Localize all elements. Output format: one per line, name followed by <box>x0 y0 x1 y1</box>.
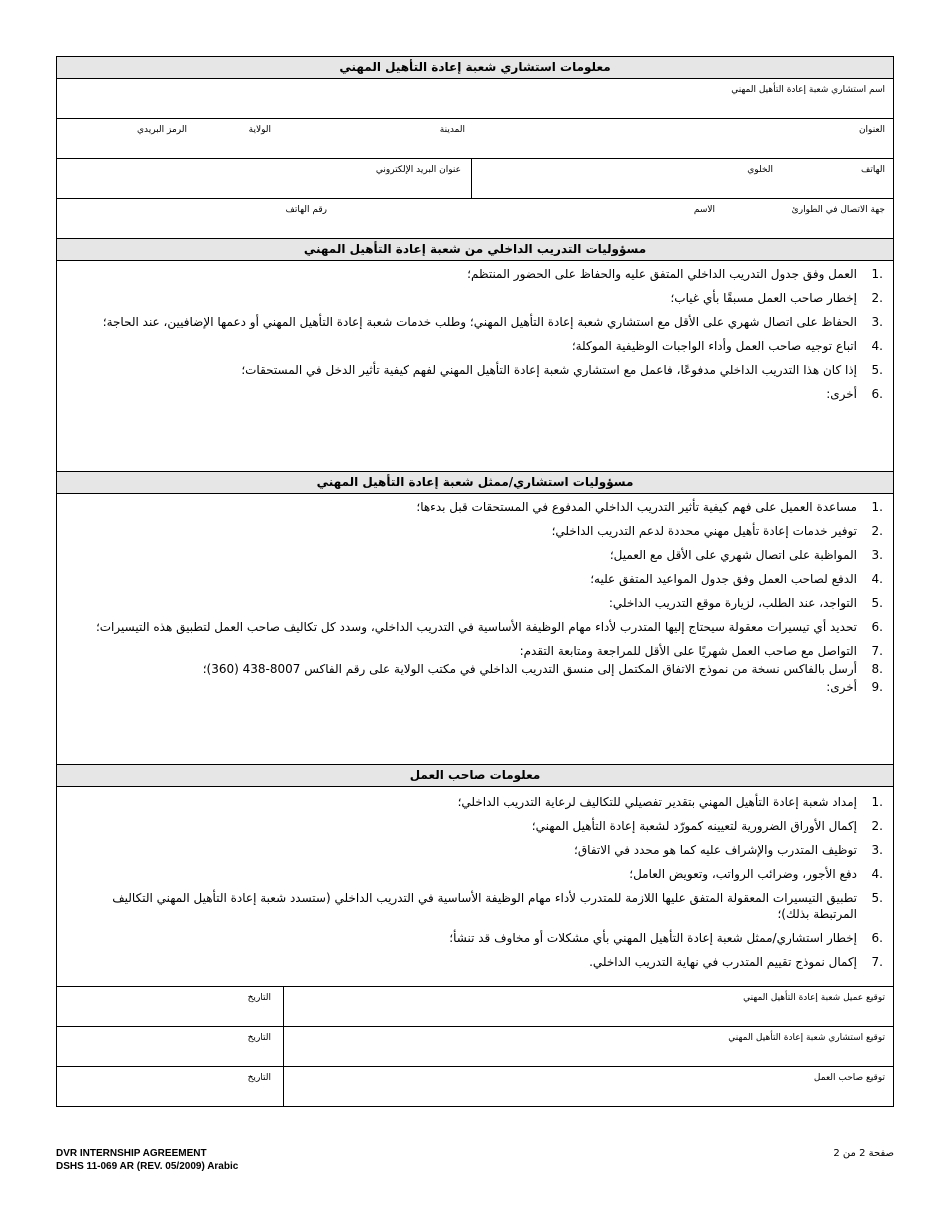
city-label: المدينة <box>439 125 465 135</box>
list-item: 3. المواظبة على اتصال شهري على الأقل مع العميل؛ <box>609 548 883 562</box>
list-item: 3. الحفاظ على اتصال شهري على الأقل مع استشاري شعبة إعادة التأهيل المهني؛ وطلب خدمات شعبة إعادة التأهيل المهني أو دعمها الإضافيين، عند الحاجة؛ <box>102 315 883 329</box>
client-signature-label: توقيع عميل شعبة إعادة التأهيل المهني <box>743 993 885 1003</box>
counselor-signature-label: توقيع استشاري شعبة إعادة التأهيل المهني <box>728 1033 885 1043</box>
list-item: 4. اتباع توجيه صاحب العمل وأداء الواجبات الوظيفية الموكلة؛ <box>571 339 883 353</box>
phone-email-divider <box>471 159 472 198</box>
signature-divider <box>283 987 284 1026</box>
emergency-row[interactable] <box>57 199 893 239</box>
footer-form-id: DSHS 11-069 AR (REV. 05/2009) Arabic <box>56 1161 239 1172</box>
list-item[interactable]: 9. أخرى: <box>826 680 883 694</box>
list-item: 5. تطبيق التيسيرات المعقولة المتفق عليها اللازمة للمتدرب لأداء مهام الوظيفة الأساسية في التدريب الداخلي (ستسدد شعبة إعادة التأهيل المهني التكاليف المرتبطة بذلك)؛ <box>112 891 883 921</box>
address-row[interactable] <box>57 119 893 159</box>
employer-signature-label: توقيع صاحب العمل <box>813 1073 885 1083</box>
footer-title: DVR INTERNSHIP AGREEMENT <box>56 1148 207 1159</box>
list-item: 7. إكمال نموذج تقييم المتدرب في نهاية التدريب الداخلي. <box>589 955 883 969</box>
employer-info-list <box>57 794 893 970</box>
list-item[interactable]: 6. أخرى: <box>826 387 883 401</box>
counselor-date-label: التاريخ <box>247 1033 271 1043</box>
page-number: صفحة 2 من 2 <box>833 1148 894 1159</box>
phone-label: الهاتف <box>861 165 885 175</box>
list-item: 8. أرسل بالفاكس نسخة من نموذج الاتفاق المكتمل إلى منسق التدريب الداخلي في مكتب الولاية على رقم الفاكس 8007-438 (360)؛ <box>202 662 883 676</box>
cell-label: الخلوي <box>747 165 773 175</box>
signature-divider <box>283 1067 284 1106</box>
counselor-resp-section <box>57 494 893 765</box>
signature-divider <box>283 1027 284 1066</box>
list-item: 6. إخطار استشاري/ممثل شعبة إعادة التأهيل المهني بأي مشكلات أو مخاوف قد تنشأ؛ <box>449 931 883 945</box>
emergency-contact-label: جهة الاتصال في الطوارئ <box>791 205 885 215</box>
list-item: 7. التواصل مع صاحب العمل شهريًا على الأقل للمراجعة ومتابعة التقدم: <box>519 644 883 658</box>
employer-signature-row[interactable] <box>57 1066 893 1106</box>
list-item: 1. العمل وفق جدول التدريب الداخلي المتفق عليه والحفاظ على الحضور المنتظم؛ <box>467 267 883 281</box>
email-label: عنوان البريد الإلكتروني <box>375 165 461 175</box>
phone-row <box>57 159 893 199</box>
intern-resp-section <box>57 261 893 472</box>
list-item: 6. تحديد أي تيسيرات معقولة سيحتاج إليها المتدرب لأداء مهام الوظيفة الأساسية في التدريب الداخلي، وسدد كل تكاليف صاحب العمل لتطبيق هذه التيسيرات؛ <box>95 620 883 634</box>
client-signature-row[interactable] <box>57 986 893 1026</box>
list-item: 2. إخطار صاحب العمل مسبقًا بأي غياب؛ <box>670 291 883 305</box>
list-item: 4. دفع الأجور، وضرائب الرواتب، وتعويض العامل؛ <box>629 867 883 881</box>
vr-info-header: معلومات استشاري شعبة إعادة التأهيل المهني <box>57 57 893 79</box>
intern-resp-header: مسؤوليات التدريب الداخلي من شعبة إعادة التأهيل المهني <box>57 239 893 261</box>
list-item: 1. إمداد شعبة إعادة التأهيل المهني بتقدير تفصيلي للتكاليف لرعاية التدريب الداخلي؛ <box>457 795 883 809</box>
intern-resp-list <box>57 266 893 402</box>
emergency-name-label: الاسم <box>693 205 715 215</box>
counselor-resp-list <box>57 499 893 695</box>
employer-info-section <box>57 787 893 986</box>
counselor-name-label: اسم استشاري شعبة إعادة التأهيل المهني <box>731 85 885 95</box>
address-label: العنوان <box>858 125 885 135</box>
counselor-resp-header: مسؤوليات استشاري/ممثل شعبة إعادة التأهيل المهني <box>57 472 893 494</box>
list-item: 3. توظيف المتدرب والإشراف عليه كما هو محدد في الاتفاق؛ <box>574 843 883 857</box>
list-item: 2. توفير خدمات إعادة تأهيل مهني محددة لدعم التدريب الداخلي؛ <box>551 524 883 538</box>
counselor-signature-row[interactable] <box>57 1026 893 1066</box>
list-item: 5. إذا كان هذا التدريب الداخلي مدفوعًا، فاعمل مع استشاري شعبة إعادة التأهيل المهني لفهم كيفية تأثير الدخل في المستحقات؛ <box>241 363 883 377</box>
zip-label: الرمز البريدي <box>136 125 187 135</box>
internship-agreement-form <box>56 56 894 1107</box>
client-date-label: التاريخ <box>247 993 271 1003</box>
counselor-name-row[interactable] <box>57 79 893 119</box>
list-item: 4. الدفع لصاحب العمل وفق جدول المواعيد المتفق عليه؛ <box>590 572 883 586</box>
list-item: 2. إكمال الأوراق الضرورية لتعيينه كمورّد لشعبة إعادة التأهيل المهني؛ <box>531 819 883 833</box>
employer-info-header: معلومات صاحب العمل <box>57 765 893 787</box>
employer-date-label: التاريخ <box>247 1073 271 1083</box>
emergency-phone-label: رقم الهاتف <box>285 205 327 215</box>
state-label: الولاية <box>248 125 271 135</box>
list-item: 5. التواجد، عند الطلب، لزيارة موقع التدريب الداخلي: <box>608 596 883 610</box>
list-item: 1. مساعدة العميل على فهم كيفية تأثير التدريب الداخلي المدفوع في المستحقات قبل بدءها؛ <box>416 500 883 514</box>
